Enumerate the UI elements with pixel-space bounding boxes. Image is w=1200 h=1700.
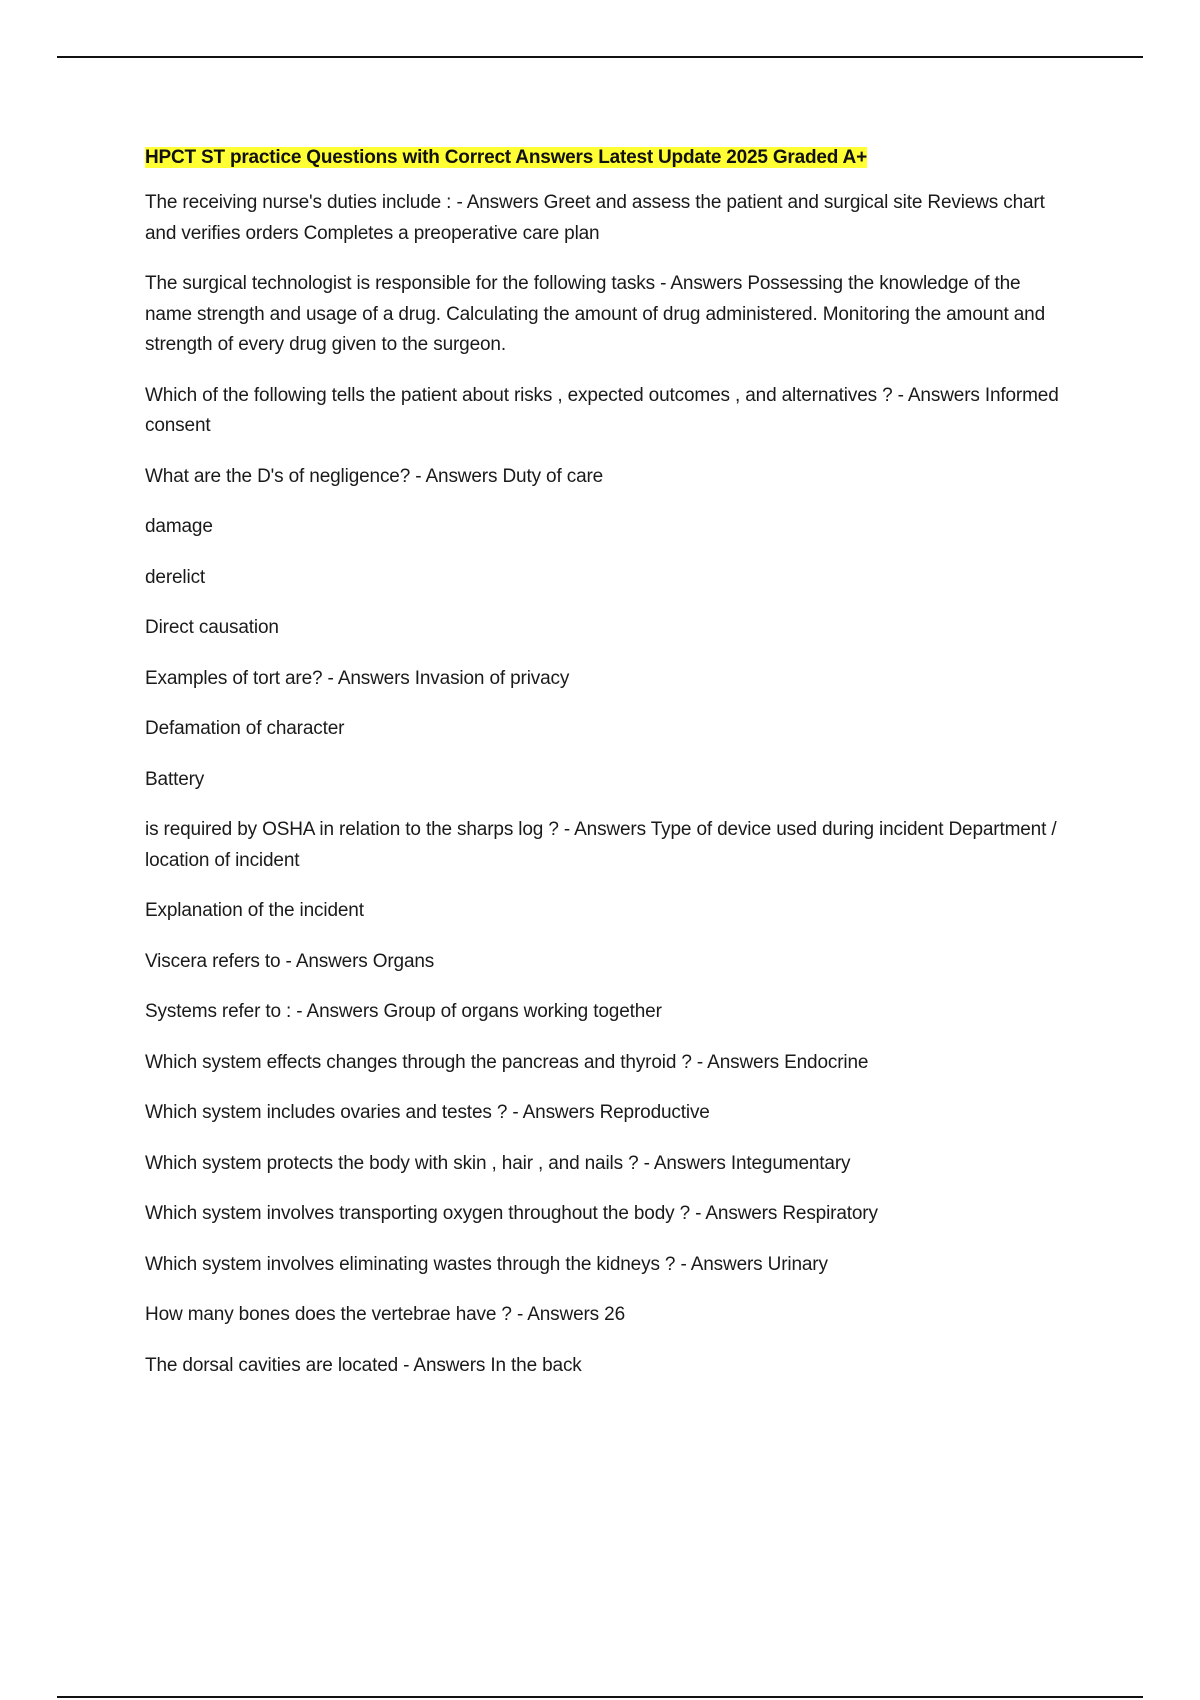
qa-paragraph: is required by OSHA in relation to the sharps log ? - Answers Type of device used during incident Department / location of incident	[145, 819, 1057, 871]
qa-paragraph: How many bones does the vertebrae have ? - Answers 26	[145, 1304, 625, 1325]
qa-paragraph: Direct causation	[145, 617, 279, 638]
qa-paragraph: Explanation of the incident	[145, 900, 364, 921]
footer-rule	[57, 1696, 1143, 1698]
document-title: HPCT ST practice Questions with Correct Answers Latest Update 2025 Graded A+	[145, 147, 867, 168]
qa-paragraph: Which system includes ovaries and testes ? - Answers Reproductive	[145, 1102, 710, 1123]
title-block	[145, 146, 1065, 170]
qa-paragraph: damage	[145, 516, 213, 537]
qa-list	[145, 188, 1065, 1381]
qa-paragraph: Which of the following tells the patient about risks , expected outcomes , and alternatives ? - Answers Informed consent	[145, 384, 1059, 436]
qa-paragraph: What are the D's of negligence? - Answers Duty of care	[145, 465, 604, 487]
qa-paragraph: derelict	[145, 566, 206, 588]
qa-paragraph: The receiving nurse's duties include : - Answers Greet and assess the patient and surgical site Reviews chart and verifies orders Completes a preoperative care plan	[145, 192, 1045, 244]
qa-paragraph: Defamation of character	[145, 718, 345, 739]
qa-paragraph: The dorsal cavities are located - Answers In the back	[145, 1354, 582, 1376]
qa-paragraph: Examples of tort are? - Answers Invasion of privacy	[145, 667, 570, 689]
qa-paragraph: Which system involves transporting oxygen throughout the body ? - Answers Respiratory	[145, 1203, 878, 1224]
qa-paragraph: Systems refer to : - Answers Group of organs working together	[145, 1001, 662, 1022]
qa-paragraph: The surgical technologist is responsible for the following tasks - Answers Possessing the knowledge of the name strength and usage of a drug. Calculating the amount of drug administered. Monitoring the amount and strength of every drug given to the surgeon.	[145, 273, 1045, 355]
qa-paragraph: Which system effects changes through the pancreas and thyroid ? - Answers Endocrine	[145, 1051, 869, 1073]
qa-paragraph: Viscera refers to - Answers Organs	[145, 950, 435, 972]
qa-paragraph: Which system involves eliminating wastes through the kidneys ? - Answers Urinary	[145, 1253, 828, 1275]
qa-paragraph: Which system protects the body with skin , hair , and nails ? - Answers Integumentary	[145, 1152, 851, 1174]
header-rule	[57, 56, 1143, 58]
document-body	[145, 146, 1065, 1401]
qa-paragraph: Battery	[145, 768, 205, 790]
